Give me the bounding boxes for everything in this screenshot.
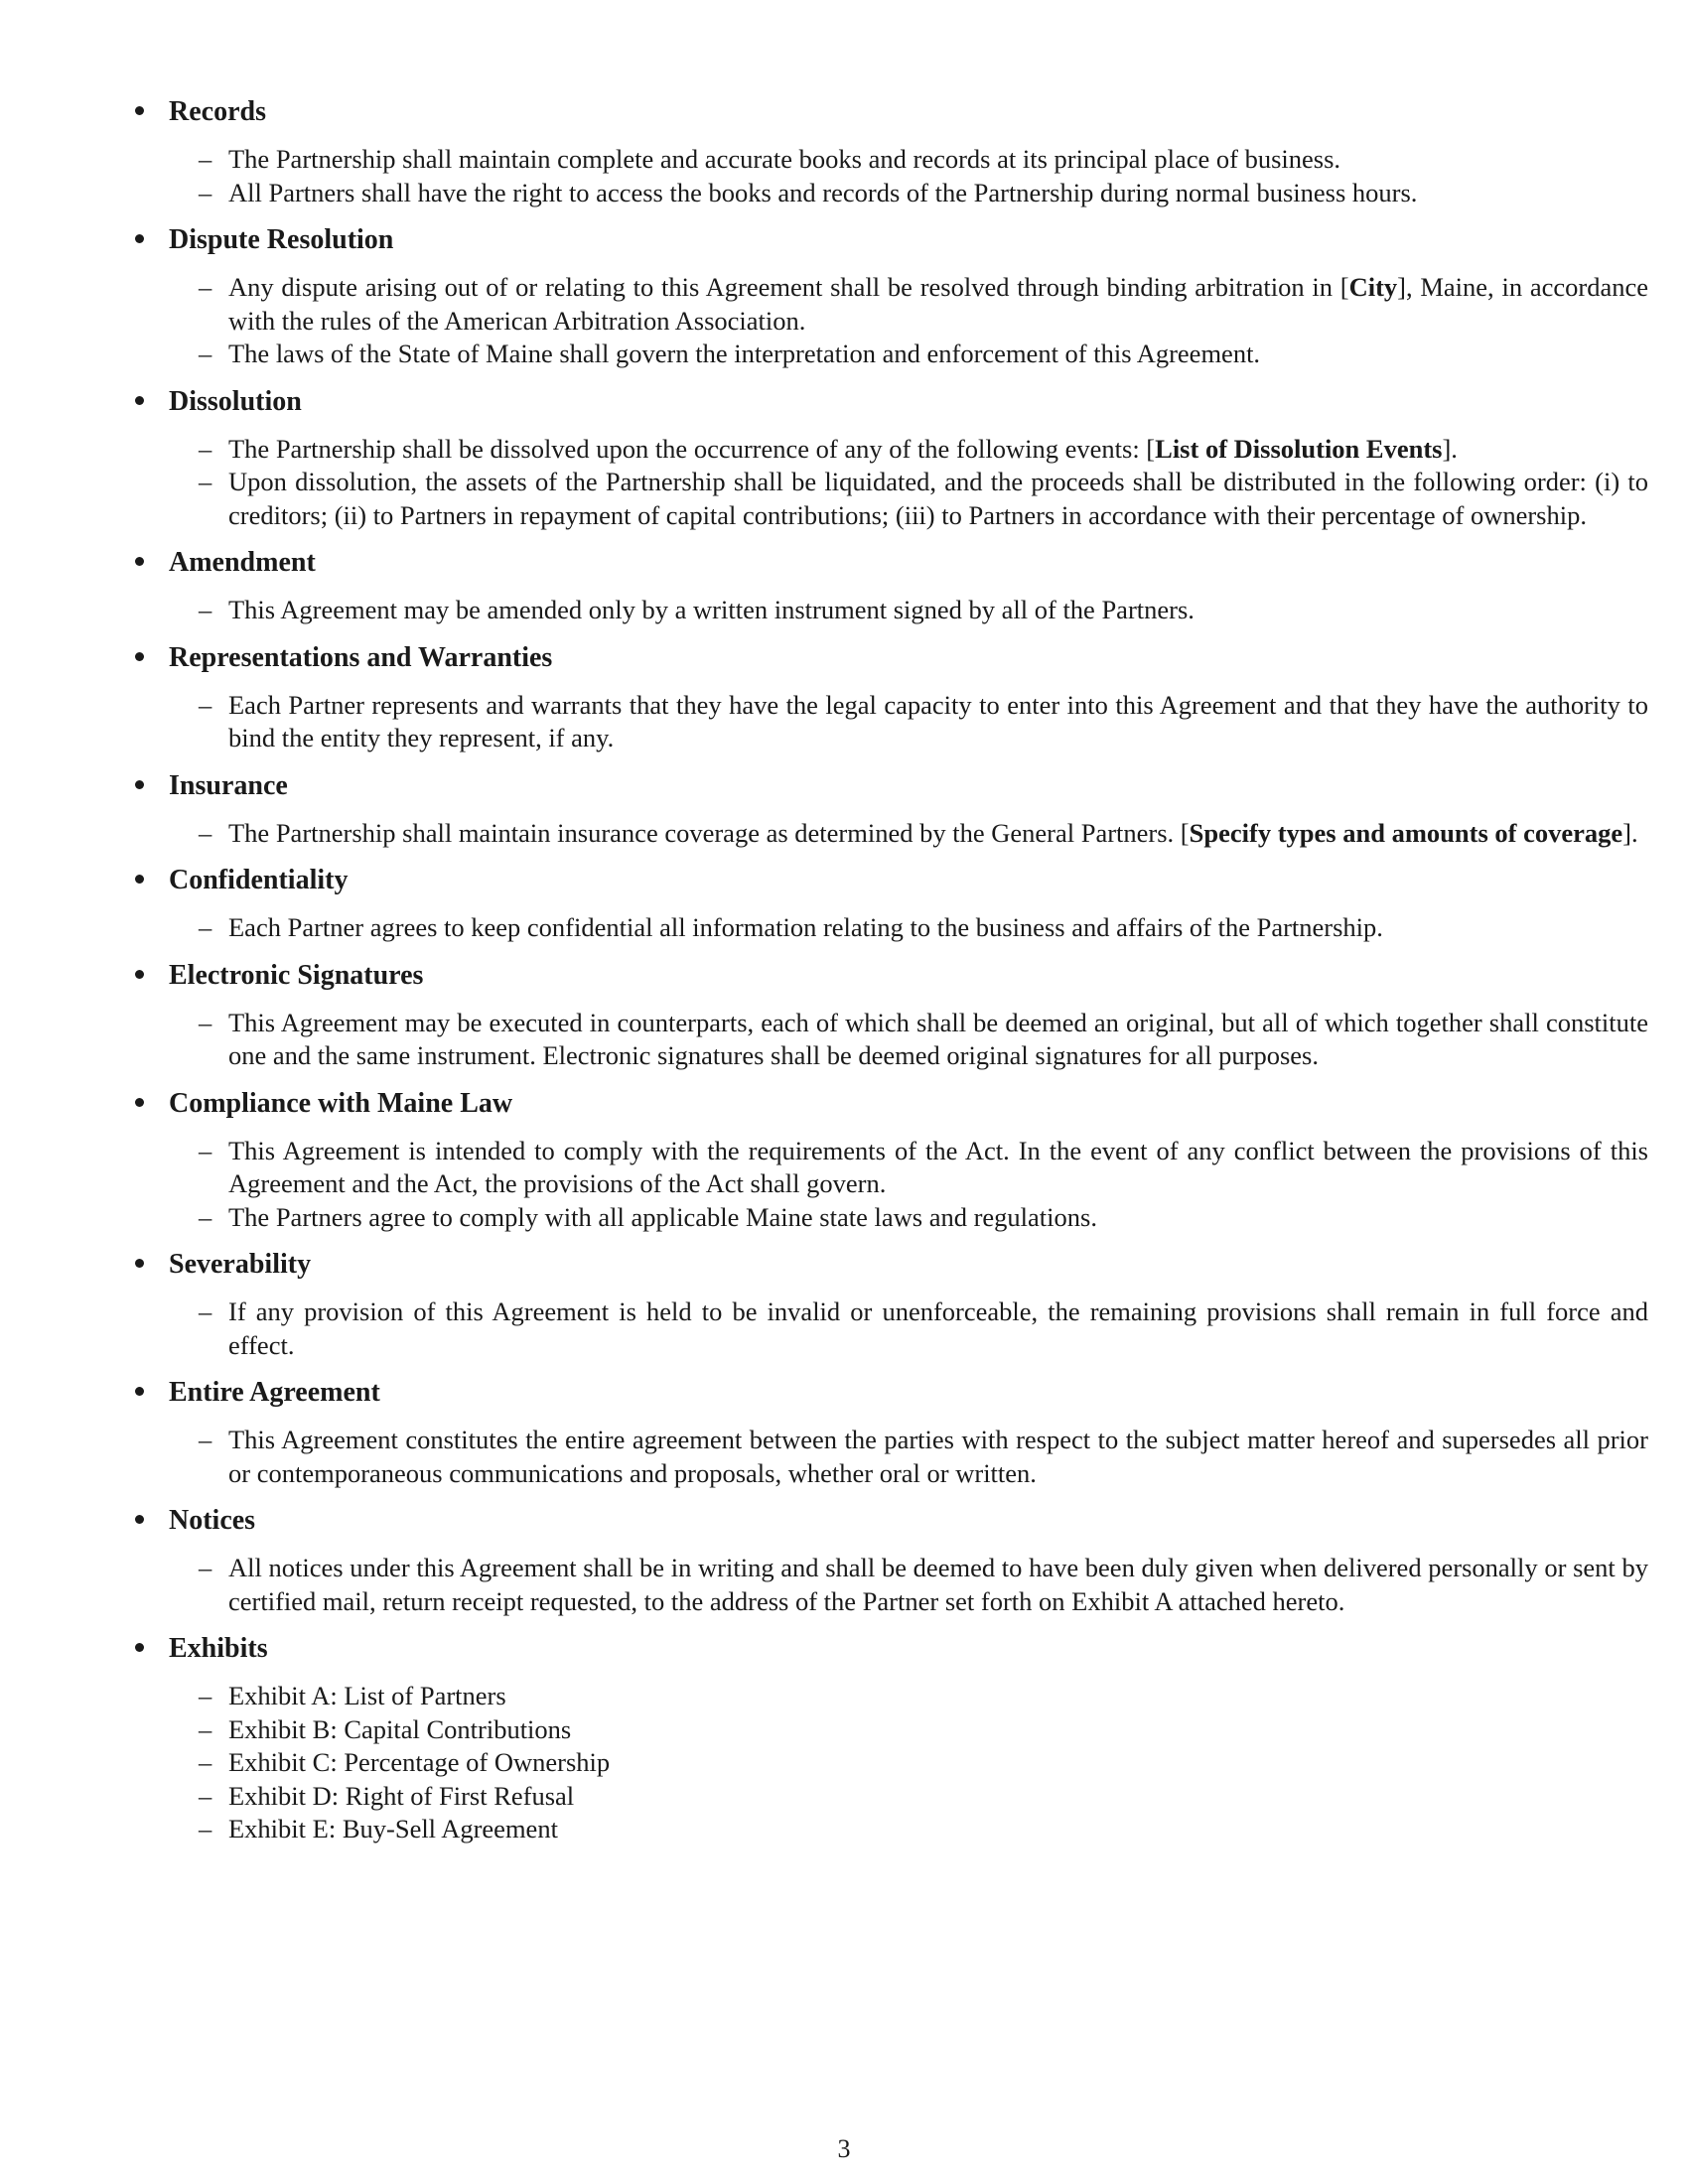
clause-item <box>129 1296 1648 1362</box>
clause-item <box>129 338 1648 371</box>
section-title: Records <box>169 96 266 127</box>
section-title: Dispute Resolution <box>169 224 394 255</box>
section-title: Severability <box>169 1249 312 1280</box>
bullet-icon <box>135 1643 144 1652</box>
clause-text: ]. <box>1622 817 1638 848</box>
clause-item <box>129 1007 1648 1073</box>
clause-text: Exhibit A: List of Partners <box>228 1681 506 1710</box>
clause-item <box>129 177 1648 210</box>
dash-icon: – <box>199 689 212 720</box>
dash-icon: – <box>199 1780 212 1811</box>
clause-text: The Partnership shall maintain insurance coverage as determined by the General Partners. [ <box>228 817 1190 848</box>
section-entire-agreement <box>129 1376 1648 1490</box>
bullet-icon <box>135 396 144 405</box>
bullet-icon <box>135 1387 144 1396</box>
dash-icon: – <box>199 1747 212 1777</box>
clause-text: Any dispute arising out of or relating to this Agreement shall be resolved through binding arbitration in [ <box>228 272 1349 302</box>
clause-item <box>129 1713 1648 1747</box>
bullet-icon <box>135 875 144 884</box>
clause-item <box>129 143 1648 177</box>
clause-list <box>169 594 1589 627</box>
clause-item <box>129 817 1648 851</box>
dash-icon: – <box>199 1007 212 1037</box>
section-amendment <box>129 546 1589 627</box>
section-title: Notices <box>169 1505 256 1536</box>
clause-list <box>169 1680 1589 1846</box>
clause-item <box>129 689 1648 755</box>
clause-list <box>169 143 1589 209</box>
clause-text: Exhibit B: Capital Contributions <box>228 1713 572 1744</box>
clause-text: Each Partner represents and warrants that they have the legal capacity to enter into this Agreement and that they have the authority to bind the entity they represent, if any. <box>228 689 1648 752</box>
dash-icon: – <box>199 144 212 174</box>
section-severability <box>129 1248 1648 1362</box>
bullet-icon <box>135 970 144 979</box>
dash-icon: – <box>199 1425 212 1454</box>
dash-icon: – <box>199 1553 212 1582</box>
placeholder-field: List of Dissolution Events <box>1155 433 1443 464</box>
section-title: Electronic Signatures <box>169 959 424 991</box>
clause-list <box>169 817 1638 851</box>
clause-item <box>129 1424 1648 1490</box>
dash-icon: – <box>199 177 212 207</box>
clause-item <box>129 433 1648 467</box>
clause-text: This Agreement may be amended only by a written instrument signed by all of the Partners. <box>228 595 1195 624</box>
dash-icon: – <box>199 1297 212 1326</box>
section-list <box>129 95 1648 1860</box>
dash-icon: – <box>199 1135 212 1165</box>
clause-text: The Partnership shall maintain complete and accurate books and records at its principal place of business. <box>228 144 1341 174</box>
section-title: Confidentiality <box>169 865 349 895</box>
section-title: Representations and Warranties <box>169 641 553 673</box>
bullet-icon <box>135 234 144 243</box>
placeholder-field: Specify types and amounts of coverage <box>1189 817 1623 848</box>
clause-list <box>169 1007 1648 1073</box>
dash-icon: – <box>199 817 212 848</box>
bullet-icon <box>135 106 144 115</box>
placeholder-field: City <box>1348 272 1398 302</box>
clause-text: ], Maine, in accordance with the rules of the American Arbitration Association. <box>228 272 1648 336</box>
section-title: Dissolution <box>169 385 302 417</box>
dash-icon: – <box>199 1201 212 1232</box>
clause-text: Each Partner agrees to keep confidential all information relating to the business and affairs of the Partnership. <box>228 912 1383 942</box>
clause-item <box>129 1135 1648 1201</box>
section-compliance-with-maine-law <box>129 1087 1648 1235</box>
clause-list <box>169 911 1589 945</box>
section-insurance <box>129 769 1638 851</box>
dash-icon: – <box>199 339 212 368</box>
clause-text: Exhibit E: Buy-Sell Agreement <box>228 1814 558 1843</box>
clause-list <box>169 1135 1648 1235</box>
clause-item <box>129 594 1648 627</box>
clause-item <box>129 1552 1648 1618</box>
clause-item <box>129 1813 1648 1846</box>
dash-icon: – <box>199 1713 212 1744</box>
clause-list <box>169 1296 1648 1362</box>
clause-item <box>129 1201 1648 1235</box>
page-number: 3 <box>837 2134 851 2163</box>
dash-icon: – <box>199 595 212 624</box>
section-dissolution <box>129 385 1648 533</box>
clause-text: This Agreement is intended to comply with the requirements of the Act. In the event of any conflict between the provisions of this Agreement and the Act, the provisions of the Act shall govern. <box>228 1135 1648 1198</box>
section-dispute-resolution <box>129 223 1648 371</box>
section-title: Compliance with Maine Law <box>169 1087 513 1119</box>
bullet-icon <box>135 557 144 566</box>
section-title: Entire Agreement <box>169 1377 380 1408</box>
clause-text: Exhibit C: Percentage of Ownership <box>228 1747 611 1777</box>
clause-text: ]. <box>1442 433 1458 464</box>
section-confidentiality <box>129 864 1589 945</box>
clause-list <box>169 271 1648 371</box>
clause-list <box>169 1424 1648 1490</box>
clause-text: All Partners shall have the right to access the books and records of the Partnership during normal business hours. <box>228 177 1418 207</box>
section-representations-and-warranties <box>129 641 1648 755</box>
bullet-icon <box>135 1098 144 1107</box>
section-electronic-signatures <box>129 959 1648 1073</box>
dash-icon: – <box>199 1681 212 1710</box>
dash-icon: – <box>199 272 212 302</box>
bullet-icon <box>135 1259 144 1268</box>
section-exhibits <box>129 1632 1589 1846</box>
clause-text: The Partnership shall be dissolved upon the occurrence of any of the following events: [ <box>228 433 1156 464</box>
clause-text: The Partners agree to comply with all applicable Maine state laws and regulations. <box>228 1201 1097 1232</box>
section-records <box>129 95 1589 209</box>
clause-text: Upon dissolution, the assets of the Partnership shall be liquidated, and the proceeds shall be distributed in the following order: (i) to creditors; (ii) to Partners in repayment of capital contributions; (iii) to Partners in accordance with their percentage of ownership. <box>228 467 1648 530</box>
clause-list <box>169 1552 1648 1618</box>
section-notices <box>129 1504 1648 1618</box>
clause-text: Exhibit D: Right of First Refusal <box>228 1780 575 1811</box>
section-title: Amendment <box>169 547 316 578</box>
bullet-icon <box>135 652 144 661</box>
clause-list <box>169 689 1648 755</box>
clause-item <box>129 1680 1648 1713</box>
bullet-icon <box>135 1515 144 1524</box>
clause-text: This Agreement constitutes the entire agreement between the parties with respect to the subject matter hereof and supersedes all prior or contemporaneous communications and proposals, whether oral or written. <box>228 1425 1648 1488</box>
clause-item <box>129 466 1648 532</box>
clause-text: If any provision of this Agreement is held to be invalid or unenforceable, the remaining provisions shall remain in full force and effect. <box>228 1297 1648 1360</box>
clause-text: The laws of the State of Maine shall govern the interpretation and enforcement of this Agreement. <box>228 339 1261 368</box>
clause-list <box>169 433 1648 533</box>
clause-item <box>129 271 1648 338</box>
clause-text: All notices under this Agreement shall be in writing and shall be deemed to have been duly given when delivered personally or sent by certified mail, return receipt requested, to the address of the Partner set forth on Exhibit A attached hereto. <box>228 1553 1648 1616</box>
dash-icon: – <box>199 433 212 464</box>
bullet-icon <box>135 780 144 789</box>
dash-icon: – <box>199 912 212 942</box>
clause-text: This Agreement may be executed in counterparts, each of which shall be deemed an original, but all of which together shall constitute one and the same instrument. Electronic signatures shall be deemed original signatures for all purposes. <box>228 1007 1648 1070</box>
dash-icon: – <box>199 467 212 496</box>
clause-item <box>129 1746 1648 1780</box>
section-title: Insurance <box>169 769 288 801</box>
clause-item <box>129 1780 1648 1814</box>
clause-item <box>129 911 1648 945</box>
dash-icon: – <box>199 1814 212 1843</box>
section-title: Exhibits <box>169 1633 268 1664</box>
